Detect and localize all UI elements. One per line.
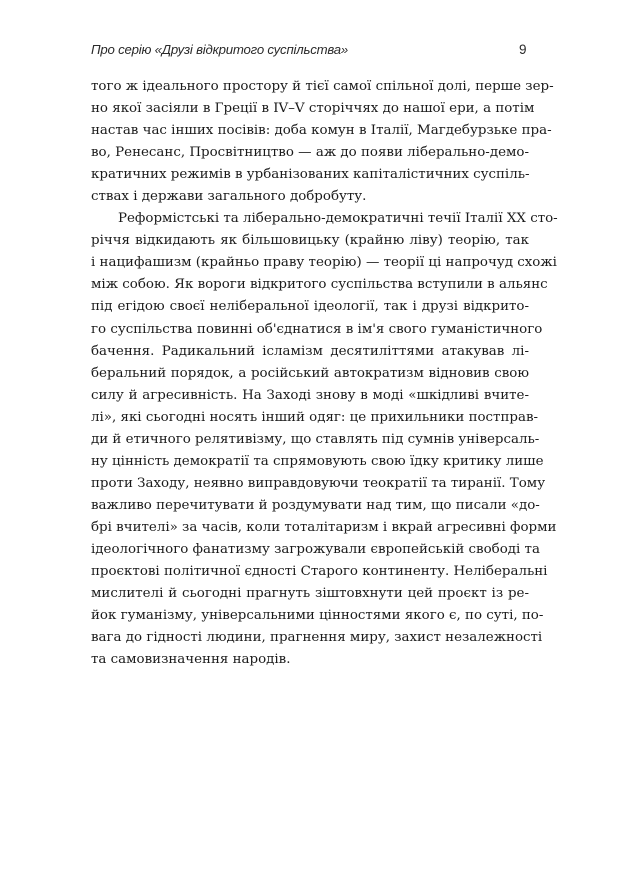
text-line: настав час інших посівів: доба комун в Італії, Магдебурзьке пра- [91, 123, 552, 139]
text-line: во, Ренесанс, Просвітництво — аж до появи ліберально-демо- [91, 145, 529, 161]
text-line: кратичних режимів в урбанізованих капіталістичних суспіль- [91, 167, 530, 183]
text-line: лі», які сьогодні носять інший одяг: це прихильники постправ- [91, 409, 539, 425]
text-line: під егідою своєї неліберальної ідеології, так і друзі відкрито- [91, 299, 529, 315]
body-text [91, 76, 558, 671]
text-line: вага до гідності людини, прагнення миру, захист незалежності [91, 630, 543, 646]
text-line: ідеологічного фанатизму загрожували європейській свободі та [91, 541, 540, 557]
text-line: бачення. Радикальний ісламізм десятиліттями атакував лі- [91, 343, 529, 359]
text-line: того ж ідеального простору й тієї самої спільної долі, перше зер- [91, 79, 554, 94]
text-line: силу й агресивність. На Заході знову в моді «шкідливі вчите- [91, 387, 529, 403]
text-line: проти Заходу, неявно виправдовуючи теократії та тиранії. Тому [91, 475, 546, 491]
text-line: ди й етичного релятивізму, що ставлять під сумнів універсаль- [91, 431, 540, 447]
text-line: брі вчителі» за часів, коли тоталітаризм і вкрай агресивні форми [91, 519, 557, 535]
text-line: мислителі й сьогодні прагнуть зіштовхнути цей проєкт із ре- [91, 586, 529, 602]
text-line: ствах і держави загального добробуту. [91, 189, 367, 205]
text-line: беральний порядок, а російський автократизм відновив свою [91, 365, 529, 381]
text-line: проєктові політичної єдності Старого континенту. Неліберальні [91, 564, 548, 580]
text-line: Реформістські та ліберально-демократичні течії Італії XX сто- [118, 211, 558, 227]
text-line: го суспільства повинні об'єднатися в ім'я свого гуманістичного [91, 321, 543, 337]
text-line: но якої засіяли в Греції в IV–V сторіччях до нашої ери, а потім [91, 101, 535, 117]
text-line: і нацифашизм (крайньо праву теорію) — теорії ці напрочуд схожі [91, 255, 557, 271]
text-line: ну цінність демократії та спрямовують свою їдку критику лише [91, 453, 544, 469]
text-line: йок гуманізму, універсальними цінностями якого є, по суті, по- [91, 608, 544, 624]
text-line: важливо перечитувати й роздумувати над тим, що писали «до- [91, 497, 540, 513]
page-number: 9 [519, 42, 527, 57]
text-line: між собою. Як вороги відкритого суспільства вступили в альянс [91, 277, 548, 293]
text-line: та самовизначення народів. [91, 652, 291, 668]
running-head-title: Про серію «Друзі відкритого суспільства» [91, 42, 349, 57]
text-line: річчя відкидають як більшовицьку (крайню ліву) теорію, так [91, 233, 529, 249]
